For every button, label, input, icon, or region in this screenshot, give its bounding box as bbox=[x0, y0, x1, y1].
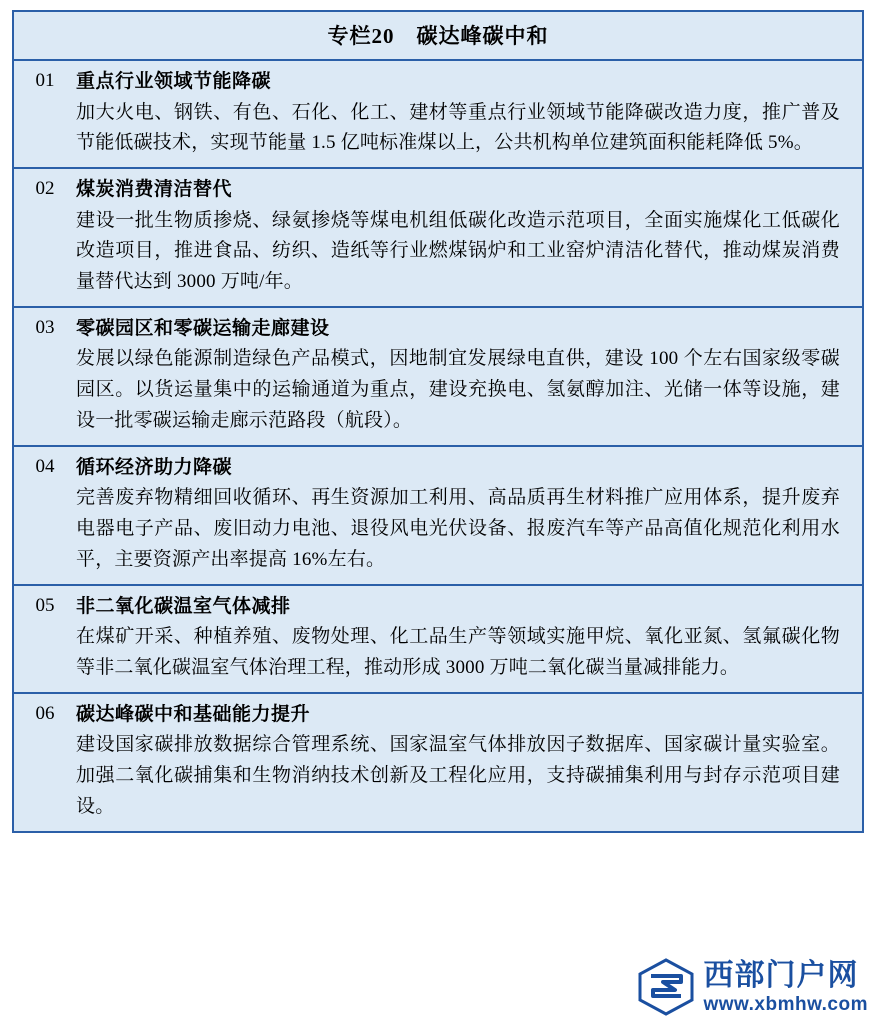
list-item bbox=[14, 586, 862, 694]
watermark bbox=[635, 956, 868, 1018]
list-item bbox=[14, 308, 862, 447]
list-item bbox=[14, 169, 862, 308]
box-title-prefix: 专栏20 bbox=[327, 24, 395, 48]
item-number: 04 bbox=[35, 455, 55, 477]
watermark-logo-icon bbox=[635, 956, 697, 1018]
item-content bbox=[76, 454, 862, 576]
item-body: 在煤矿开采、种植养殖、废物处理、化工品生产等领域实施甲烷、氧化亚氮、氢氟碳化物等非二氧化碳温室气体治理工程，推动形成 3000 万吨二氧化碳当量减排能力。 bbox=[76, 626, 840, 678]
item-content bbox=[76, 315, 862, 437]
item-title: 零碳园区和零碳运输走廊建设 bbox=[76, 317, 330, 339]
feature-box bbox=[12, 10, 864, 833]
item-body: 建设国家碳排放数据综合管理系统、国家温室气体排放因子数据库、国家碳计量实验室。加强二氧化碳捕集和生物消纳技术创新及工程化应用，支持碳捕集利用与封存示范项目建设。 bbox=[76, 734, 840, 817]
item-body: 完善废弃物精细回收循环、再生资源加工利用、高品质再生材料推广应用体系，提升废弃电器电子产品、废旧动力电池、退役风电光伏设备、报废汽车等产品高值化规范化利用水平，主要资源产出率提高 16%左右。 bbox=[76, 487, 840, 570]
item-title: 煤炭消费清洁替代 bbox=[76, 179, 233, 201]
item-content bbox=[76, 176, 862, 298]
list-item bbox=[14, 694, 862, 831]
list-item bbox=[14, 61, 862, 169]
box-title-main: 碳达峰碳中和 bbox=[416, 24, 549, 48]
item-title: 循环经济助力降碳 bbox=[76, 456, 233, 478]
list-item bbox=[14, 447, 862, 586]
box-title bbox=[14, 12, 862, 61]
watermark-site-name: 西部门户网 bbox=[703, 958, 859, 992]
item-number: 02 bbox=[35, 178, 55, 200]
watermark-site-url: www.xbmhw.com bbox=[703, 993, 868, 1015]
item-content bbox=[76, 68, 862, 159]
item-content bbox=[76, 593, 862, 684]
item-body: 建设一批生物质掺烧、绿氨掺烧等煤电机组低碳化改造示范项目，全面实施煤化工低碳化改造项目，推进食品、纺织、造纸等行业燃煤锅炉和工业窑炉清洁化替代，推动煤炭消费量替代达到 3000 万吨/年。 bbox=[76, 209, 840, 293]
item-body: 加大火电、钢铁、有色、石化、化工、建材等重点行业领域节能降碳改造力度，推广普及节能低碳技术，实现节能量 1.5 亿吨标准煤以上，公共机构单位建筑面积能耗降低 5%。 bbox=[76, 101, 840, 154]
item-number: 03 bbox=[35, 316, 55, 338]
watermark-text bbox=[703, 958, 868, 1015]
item-title: 非二氧化碳温室气体减排 bbox=[76, 595, 291, 617]
item-title: 碳达峰碳中和基础能力提升 bbox=[76, 703, 311, 725]
item-number: 01 bbox=[35, 70, 55, 91]
item-body: 发展以绿色能源制造绿色产品模式，因地制宜发展绿电直供，建设 100 个左右国家级零碳园区。以货运量集中的运输通道为重点，建设充换电、氢氨醇加注、光储一体等设施，建设一批零碳运输走廊示范路段（航段）。 bbox=[76, 348, 840, 431]
item-number: 05 bbox=[35, 594, 55, 616]
item-title: 重点行业领域节能降碳 bbox=[76, 71, 272, 92]
item-number: 06 bbox=[35, 702, 55, 724]
item-content bbox=[76, 701, 862, 823]
